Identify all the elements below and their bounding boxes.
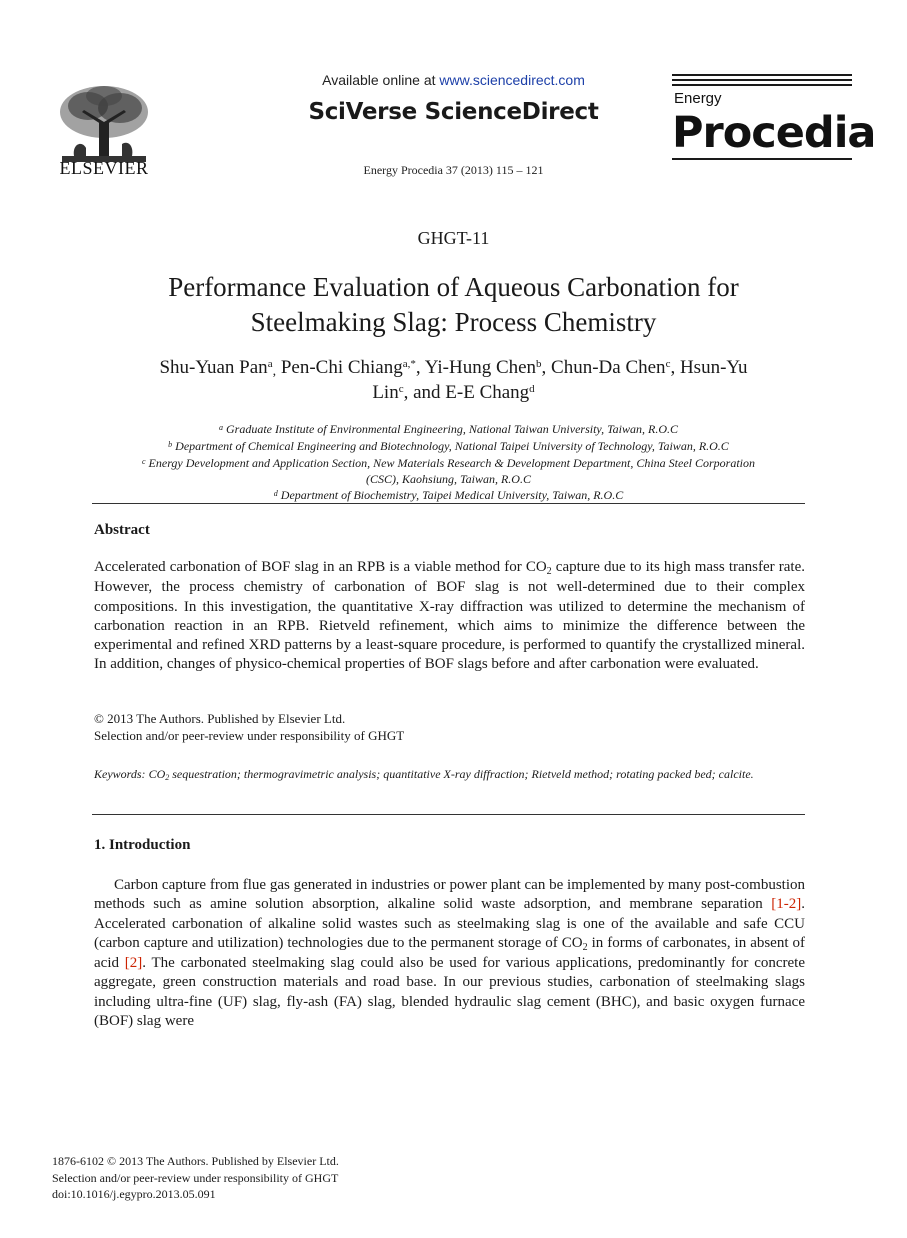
- section-divider: [92, 814, 805, 815]
- logo-rule: [672, 158, 852, 160]
- title-line: Performance Evaluation of Aqueous Carbonation for: [168, 272, 739, 302]
- abstract-text-part: Accelerated carbonation of BOF slag in an RPB is a viable method for CO: [94, 559, 547, 575]
- author-affiliation-mark: b: [536, 358, 542, 370]
- footer-line: Selection and/or peer-review under responsibility of GHGT: [52, 1170, 339, 1185]
- introduction-heading: 1. Introduction: [94, 837, 191, 853]
- affiliation-mark: b: [168, 440, 173, 449]
- availability-prefix: Available online at: [322, 72, 440, 88]
- copyright-notice: [94, 710, 805, 744]
- citation-link[interactable]: [1-2]: [771, 896, 802, 913]
- author-list: Shu-Yuan Pan$^a_,$ Pen-Chi Chiang$^{a,*}$, Yi-Hung Chen$^b$, Chun-Da Chen$^c$, Hsun-Yu Lin$^c$, and E-E Chang$^d$: [159, 357, 748, 403]
- affiliation: [92, 471, 805, 487]
- affiliation-mark: d: [273, 489, 278, 498]
- doi-line: doi:10.1016/j.egypro.2013.05.091: [52, 1187, 216, 1201]
- affiliation-text: Department of Biochemistry, Taipei Medical University, Taiwan, R.O.C: [280, 488, 624, 502]
- logo-rule: [672, 84, 852, 86]
- affiliation: [92, 421, 805, 437]
- copyright-line: © 2013 The Authors. Published by Elsevier Ltd.: [94, 711, 346, 726]
- introduction-text: [94, 876, 805, 1031]
- affiliation: [92, 487, 805, 503]
- affiliation-text: Energy Development and Application Section, New Materials Research & Development Department, China Steel Corporation: [148, 456, 755, 470]
- section-divider: [92, 503, 805, 504]
- author: Yi-Hung Chen: [424, 357, 537, 378]
- abstract-text: [94, 558, 805, 675]
- intro-text-part: . Accelerated carbonation of alkaline solid wastes such as steelmaking slag is one of the available and safe CCU (carbon capture and utilization) technologies due to the permanent storage of CO: [94, 896, 805, 951]
- affiliation: [92, 455, 805, 471]
- author: Chun-Da Chen: [551, 357, 666, 378]
- affiliation-text: Graduate Institute of Environmental Engineering, National Taiwan University, Taiwan, R.O.C: [225, 422, 678, 436]
- conference-label: GHGT-11: [417, 228, 490, 248]
- author-affiliation-mark: a,*: [402, 358, 416, 370]
- author-affiliation-mark: a: [267, 358, 273, 370]
- keywords-label: Keywords:: [94, 767, 149, 781]
- author: Hsun-Yu: [679, 357, 748, 378]
- keywords: [94, 766, 805, 784]
- citation-link[interactable]: [2]: [124, 955, 143, 972]
- paper-title: [120, 270, 787, 340]
- title-line: Steelmaking Slag: Process Chemistry: [250, 307, 657, 337]
- author: Lin: [372, 382, 399, 403]
- keywords-text: sequestration; thermogravimetric analysis; quantitative X-ray diffraction; Rietveld method; rotating packed bed; calcite.: [169, 767, 754, 781]
- intro-text-part: . The carbonated steelmaking slag could also be used for various applications, predominantly for concrete aggregate, green construction materials and road base. In our previous studies, carbonation of steelmaking slags including ultra-fine (UF) slag, fly-ash (FA) slag, blended hydraulic slag cement (BHC), and basic oxygen furnace (BOF) slag were: [94, 955, 805, 1030]
- subscript: 2: [165, 773, 170, 782]
- keywords-text: CO: [148, 767, 166, 781]
- author-affiliation-mark: c: [665, 358, 671, 370]
- author: and E-E Chang: [413, 382, 530, 403]
- journal-name-small: Energy: [674, 90, 722, 107]
- author-affiliation-mark: d: [529, 383, 535, 395]
- author: Shu-Yuan Pan: [159, 357, 268, 378]
- affiliation-text: Department of Chemical Engineering and Biotechnology, National Taipei University of Technology, Taiwan, R.O.C: [175, 439, 729, 453]
- publisher-name: ELSEVIER: [59, 158, 149, 178]
- platform-logo-text: SciVerse ScienceDirect: [308, 99, 599, 125]
- logo-rule: [672, 79, 852, 81]
- affiliation-mark: a: [218, 423, 223, 432]
- journal-name-large: Procedia: [672, 108, 876, 158]
- abstract-heading: Abstract: [94, 522, 150, 538]
- subscript: 2: [546, 566, 552, 577]
- intro-text-part: in forms of carbonates, in absent of acid: [94, 934, 805, 972]
- footer-line: 1876-6102 © 2013 The Authors. Published by Elsevier Ltd.: [52, 1154, 339, 1168]
- copyright-line: Selection and/or peer-review under responsibility of GHGT: [94, 728, 405, 743]
- page-footer: [52, 1153, 552, 1203]
- journal-citation: Energy Procedia 37 (2013) 115 – 121: [363, 163, 544, 177]
- affiliation-text: (CSC), Kaohsiung, Taiwan, R.O.C: [366, 472, 531, 486]
- affiliation-mark: c: [141, 457, 146, 466]
- intro-text-part: Carbon capture from flue gas generated in industries or power plant can be implemented by many post-combustion methods such as amine solution absorption, alkaline solid waste adsorption, and membrane separation: [94, 877, 805, 913]
- sciencedirect-link[interactable]: www.sciencedirect.com: [439, 72, 585, 88]
- affiliation: [92, 438, 805, 454]
- subscript: 2: [582, 941, 588, 953]
- author: Pen-Chi Chiang: [280, 357, 403, 378]
- abstract-text-part: capture due to its high mass transfer rate. However, the process chemistry of carbonation of BOF slag is not well-determined due to their complex compositions. In this investigation, the quantitative X-ray diffraction was utilized to determine the mechanism of carbonation reaction in an RPB. Rietveld refinement, which aims to minimize the difference between the experimental and refined XRD patterns by a least-square procedure, is performed to quantify the crystallized mineral. In addition, changes of physico-chemical properties of BOF slags before and after carbonation were evaluated.: [94, 559, 805, 673]
- author-affiliation-mark: c: [398, 383, 404, 395]
- logo-rule: [672, 74, 852, 76]
